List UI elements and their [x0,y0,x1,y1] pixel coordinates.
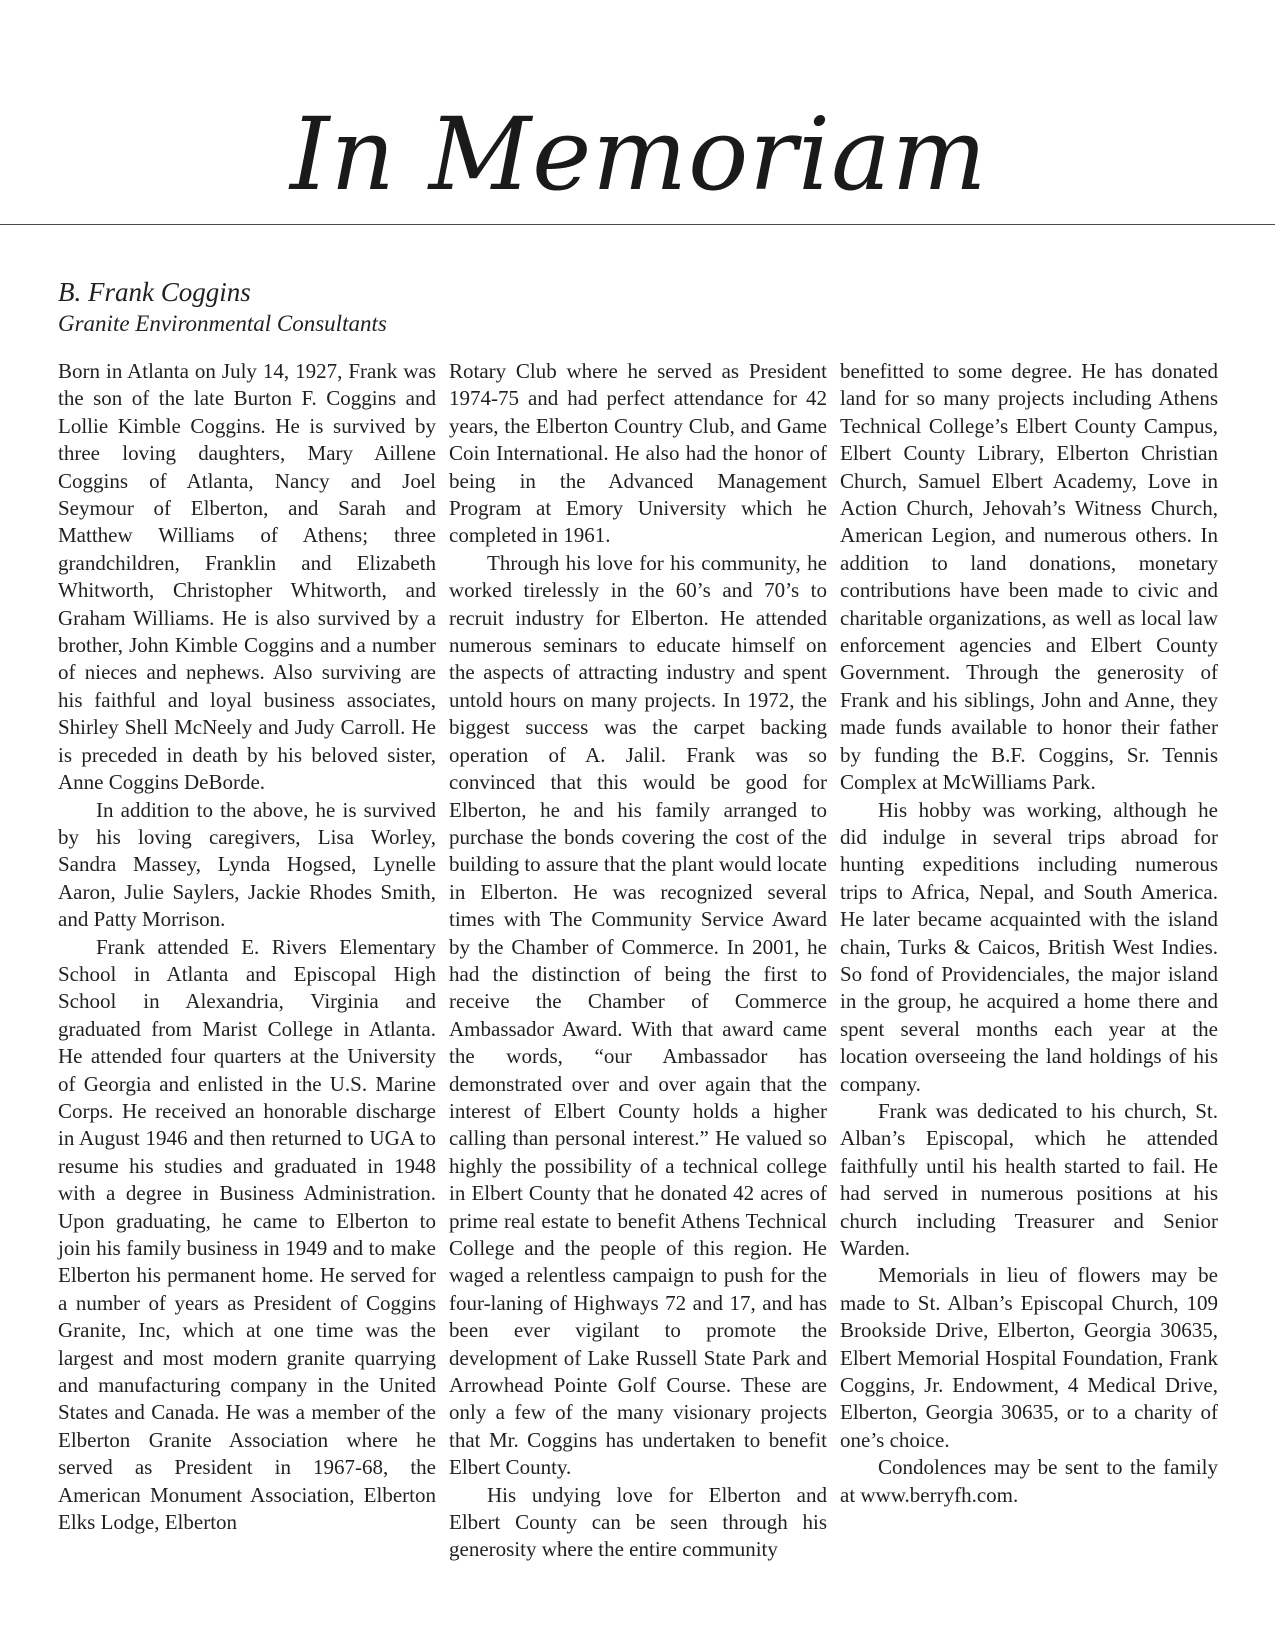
paragraph: benefitted to some degree. He has donated land for so many projects including Athens Technical College’s Elbert County Campus, Elbert County Library, Elberton Christian Church, Samuel Elbert Academy, Love in Action Church, Jehovah’s Witness Church, American Legion, and numerous others. In addition to land donations, monetary contributions have been made to civic and charitable organizations, as well as local law enforcement agencies and Elbert County Government. Through the generosity of Frank and his siblings, John and Anne, they made funds available to honor their father by funding the B.F. Coggins, Sr. Tennis Complex at McWilliams Park. [840,359,1218,795]
paragraph: His hobby was working, although he did indulge in several trips abroad for hunting expeditions including numerous trips to Africa, Nepal, and South America. He later became acquainted with the island chain, Turks & Caicos, British West Indies. So fond of Providenciales, the major island in the group, he acquired a home there and spent several months each year at the location overseeing the land holdings of his company. [840,797,1218,1096]
company-name: Granite Environmental Consultants [58,311,387,336]
text-column-2 [449,358,827,1564]
paragraph: His undying love for Elberton and Elbert County can be seen through his generosity where the entire community [449,1482,827,1562]
paragraph: Memorials in lieu of flowers may be made to St. Alban’s Episcopal Church, 109 Brookside Drive, Elberton, Georgia 30635, Elbert Memorial Hospital Foundation, Frank Coggins, Jr. Endowment, 4 Medical Drive, Elberton, Georgia 30635, or to a charity of one’s choice. [840,1263,1218,1452]
paragraph: Condolences may be sent to the family at www.berryfh.com. [840,1455,1218,1507]
paragraph: Born in Atlanta on July 14, 1927, Frank was the son of the late Burton F. Coggins and Lollie Kimble Coggins. He is survived by three loving daughters, Mary Aillene Coggins of Atlanta, Nancy and Joel Seymour of Elberton, and Sarah and Matthew Williams of Athens; three grandchildren, Franklin and Elizabeth Whitworth, Christopher Whitworth, and Graham Williams. He is also survived by a brother, John Kimble Coggins and a number of nieces and nephews. Also surviving are his faithful and loyal business associates, Shirley Shell McNeely and Judy Carroll. He is preceded in death by his beloved sister, Anne Coggins DeBorde. [58,359,436,795]
paragraph: In addition to the above, he is survived by his loving caregivers, Lisa Worley, Sandra Massey, Lynda Hogsed, Lynelle Aaron, Julie Saylers, Jackie Rhodes Smith, and Patty Morrison. [58,797,436,932]
paragraph: Frank was dedicated to his church, St. Alban’s Episcopal, which he attended faithfully until his health started to fail. He had served in numerous positions at his church including Treasurer and Senior Warden. [840,1098,1218,1260]
text-column-1 [58,358,436,1536]
header-rule [0,224,1275,225]
obituary-byline [58,276,387,339]
text-column-3 [840,358,1218,1509]
paragraph: Rotary Club where he served as President 1974-75 and had perfect attendance for 42 years, the Elberton Country Club, and Game Coin International. He also had the honor of being in the Advanced Management Program at Emory University which he completed in 1961. [449,359,827,548]
obituary-body [58,358,1218,1598]
page-title: In Memoriam [290,96,988,213]
paragraph: Frank attended E. Rivers Elementary School in Atlanta and Episcopal High School in Alexandria, Virginia and graduated from Marist College in Atlanta. He attended four quarters at the University of Georgia and enlisted in the U.S. Marine Corps. He received an honorable discharge in August 1946 and then returned to UGA to resume his studies and graduated in 1948 with a degree in Business Administration. Upon graduating, he came to Elberton to join his family business in 1949 and to make Elberton his permanent home. He served for a number of years as President of Coggins Granite, Inc, which at one time was the largest and most modern granite quarrying and manufacturing company in the United States and Canada. He was a member of the Elberton Granite Association where he served as President in 1967-68, the American Monument Association, Elberton Elks Lodge, Elberton [58,934,436,1535]
paragraph: Through his love for his community, he worked tirelessly in the 60’s and 70’s to recruit industry for Elberton. He attended numerous seminars to educate himself on the aspects of attracting industry and spent untold hours on many projects. In 1972, the biggest success was the carpet backing operation of A. Jalil. Frank was so convinced that this would be good for Elberton, he and his family arranged to purchase the bonds covering the cost of the building to assure that the plant would locate in Elberton. He was recognized several times with The Community Service Award by the Chamber of Commerce. In 2001, he had the distinction of being the first to receive the Chamber of Commerce Ambassador Award. With that award came the words, “our Ambassador has demonstrated over and over again that the interest of Elbert County holds a higher calling than personal interest.” He valued so highly the possibility of a technical college in Elbert County that he donated 42 acres of prime real estate to benefit Athens Technical College and the people of this region. He waged a relentless campaign to push for the four-laning of Highways 72 and 17, and has been ever vigilant to promote the development of Lake Russell State Park and Arrowhead Pointe Golf Course. These are only a few of the many visionary projects that Mr. Coggins has undertaken to benefit Elbert County. [449,550,827,1480]
deceased-name: B. Frank Coggins [58,277,251,307]
header-banner [0,0,1275,230]
